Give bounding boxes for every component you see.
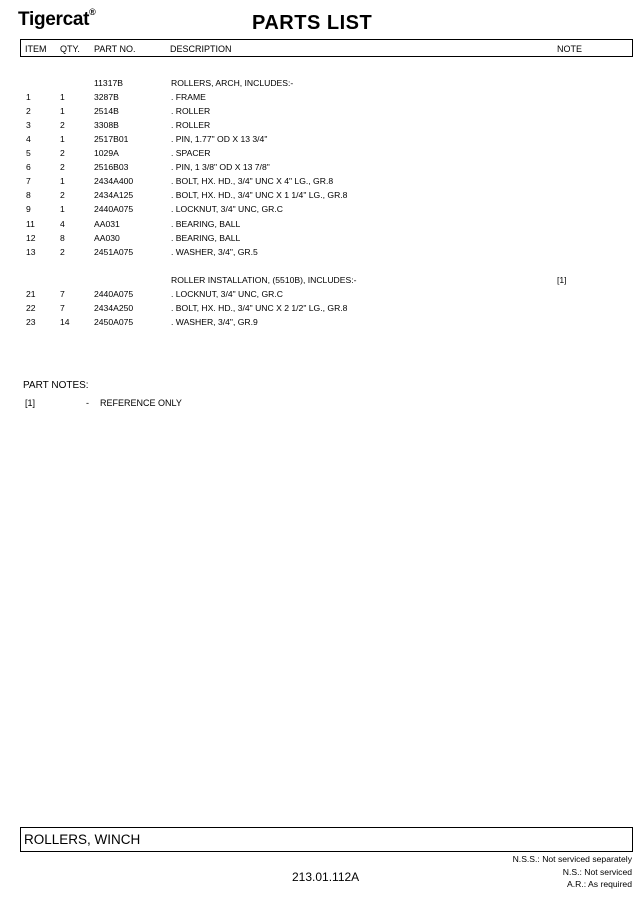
brand-logo (18, 6, 96, 31)
cell-desc: . BOLT, HX. HD., 3/4" UNC X 4" LG., GR.8 (171, 176, 334, 186)
cell-qty: 1 (60, 92, 65, 102)
table-row (0, 302, 643, 315)
cell-item: 7 (26, 176, 31, 186)
table-row (0, 161, 643, 174)
cell-qty: 7 (60, 303, 65, 313)
legend-ns: N.S.: Not serviced (562, 866, 632, 877)
cell-qty: 2 (60, 247, 65, 257)
part-note-text: REFERENCE ONLY (100, 398, 182, 408)
cell-desc: . ROLLER (171, 120, 211, 130)
cell-desc: . SPACER (171, 148, 211, 158)
cell-qty: 8 (60, 233, 65, 243)
cell-qty: 14 (60, 317, 70, 327)
table-row (0, 203, 643, 216)
cell-item: 4 (26, 134, 31, 144)
cell-desc: ROLLERS, ARCH, INCLUDES:- (171, 78, 294, 88)
registered-mark: ® (89, 6, 96, 17)
cell-part: AA030 (94, 233, 120, 243)
section-title: ROLLERS, WINCH (24, 832, 141, 847)
cell-qty: 1 (60, 204, 65, 214)
table-row (0, 232, 643, 245)
legend-nss: N.S.S.: Not serviced separately (512, 854, 632, 864)
cell-item: 2 (26, 106, 31, 116)
table-row (0, 91, 643, 104)
cell-part: 2514B (94, 106, 119, 116)
part-note-ref: [1] (25, 398, 36, 408)
cell-qty: 2 (60, 148, 65, 158)
table-row (0, 133, 643, 146)
cell-note: [1] (557, 275, 567, 285)
cell-item: 3 (26, 120, 31, 130)
part-notes-title: PART NOTES: (23, 380, 89, 391)
cell-part: 3287B (94, 92, 119, 102)
footer-title-box (20, 827, 633, 852)
table-row (0, 119, 643, 132)
cell-item: 9 (26, 204, 31, 214)
column-header-note: NOTE (557, 44, 583, 54)
cell-qty: 2 (60, 120, 65, 130)
cell-part: 1029A (94, 148, 119, 158)
cell-desc: . ROLLER (171, 106, 211, 116)
cell-item: 22 (26, 303, 36, 313)
cell-part: AA031 (94, 219, 120, 229)
cell-qty: 1 (60, 106, 65, 116)
cell-item: 6 (26, 162, 31, 172)
table-row (0, 316, 643, 329)
cell-desc: . LOCKNUT, 3/4" UNC, GR.C (171, 289, 283, 299)
cell-desc: . BOLT, HX. HD., 3/4" UNC X 2 1/2" LG., GR.8 (171, 303, 348, 313)
column-header-item: ITEM (25, 44, 47, 54)
cell-qty: 1 (60, 176, 65, 186)
cell-desc: . BEARING, BALL (171, 233, 241, 243)
column-header-description: DESCRIPTION (170, 44, 232, 54)
column-header-qty: QTY. (60, 44, 80, 54)
cell-part: 2451A075 (94, 247, 134, 257)
cell-desc: . LOCKNUT, 3/4" UNC, GR.C (171, 204, 283, 214)
cell-part: 2434A400 (94, 176, 134, 186)
legend-ar: A.R.: As required (567, 879, 632, 889)
cell-qty: 4 (60, 219, 65, 229)
table-row (0, 147, 643, 160)
cell-part: 2434A250 (94, 303, 134, 313)
table-row (0, 218, 643, 231)
cell-item: 11 (26, 219, 35, 229)
part-note-dash: - (86, 398, 89, 408)
cell-item: 12 (26, 233, 36, 243)
cell-item: 5 (26, 148, 31, 158)
cell-part: 3308B (94, 120, 119, 130)
cell-desc: . PIN, 1.77" OD X 13 3/4" (171, 134, 268, 144)
cell-desc: ROLLER INSTALLATION, (5510B), INCLUDES:- (171, 275, 357, 285)
table-row (0, 105, 643, 118)
page-number: 213.01.112A (292, 870, 360, 884)
cell-desc: . FRAME (171, 92, 206, 102)
table-header (20, 39, 633, 57)
cell-part: 2440A075 (94, 289, 134, 299)
table-row (0, 288, 643, 301)
page-title: PARTS LIST (252, 12, 373, 34)
cell-part: 2450A075 (94, 317, 134, 327)
cell-item: 1 (26, 92, 31, 102)
cell-item: 23 (26, 317, 36, 327)
cell-item: 8 (26, 190, 31, 200)
cell-desc: . WASHER, 3/4", GR.9 (171, 317, 258, 327)
cell-part: 2517B01 (94, 134, 129, 144)
cell-item: 13 (26, 247, 36, 257)
abbreviation-legend (513, 853, 632, 891)
cell-part: 2434A125 (94, 190, 134, 200)
table-row (0, 189, 643, 202)
cell-desc: . PIN, 1 3/8" OD X 13 7/8" (171, 162, 270, 172)
cell-qty: 2 (60, 162, 65, 172)
table-row (0, 77, 643, 90)
table-row (0, 274, 643, 287)
table-row (0, 246, 643, 259)
column-header-part: PART NO. (94, 44, 136, 54)
cell-desc: . BEARING, BALL (171, 219, 241, 229)
cell-desc: . BOLT, HX. HD., 3/4" UNC X 1 1/4" LG., GR.8 (171, 190, 348, 200)
cell-qty: 7 (60, 289, 65, 299)
cell-desc: . WASHER, 3/4", GR.5 (171, 247, 258, 257)
cell-part: 11317B (94, 78, 123, 88)
brand-name: Tigercat (18, 9, 90, 30)
cell-qty: 2 (60, 190, 65, 200)
cell-part: 2516B03 (94, 162, 129, 172)
cell-item: 21 (26, 289, 36, 299)
table-row (0, 175, 643, 188)
cell-part: 2440A075 (94, 204, 134, 214)
cell-qty: 1 (60, 134, 65, 144)
